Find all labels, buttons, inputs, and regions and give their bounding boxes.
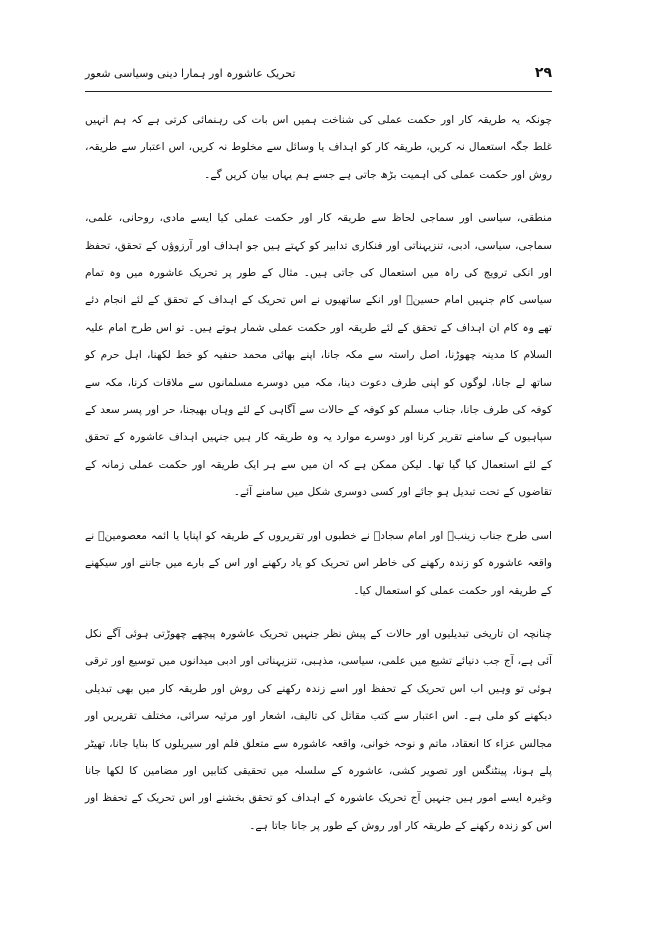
paragraph-2: منطقی، سیاسی اور سماجی لحاظ سے طریقہ کار اور حکمت عملی کیا ایسے مادی، روحانی، علمی، سماجی، سیاسی، ادبی، تنزیہناتی اور فنکاری تدابیر کو کہتے ہیں جو اہداف اور آرزوؤں کے تحقق، تحفظ اور انکی ترویج کی راہ میں استعمال کی جاتی ہیں۔ مثال کے طور پر تحریک عاشورہ میں وہ تمام سیاسی کام جنہیں امام حسینؑ اور انکے ساتھیوں نے اس تحریک کے اہداف کے تحقق کے لئے انجام دئے تھے وہ کام ان اہداف کے تحقق کے لئے طریقہ اور حکمت عملی شمار ہوتے ہیں۔ تو اس طرح امام علیہ السلام کا مدینہ چھوڑنا، اصل راستہ سے مکہ جانا، اپنے بھائی محمد حنفیہ کو خط لکھنا، اہل حرم کو ساتھ لے جانا، لوگوں کو اپنی طرف دعوت دینا، مکہ میں دوسرے مسلمانوں سے ملاقات کرنا، مکہ سے کوفہ کی طرف جانا، جناب مسلم کو کوفہ کے حالات سے آگاہی کے لئے وہاں بھیجنا، حر اور پسر سعد کے سپاہیوں کے سامنے تقریر کرنا اور دوسرے موارد یہ وہ طریقہ کار ہیں جنہیں اہداف عاشورہ کے تحقق کے لئے استعمال کیا گیا تھا۔ لیکن ممکن ہے کہ ان میں سے ہر ایک طریقہ اور حکمت عملی زمانہ کے تقاضوں کے تحت تبدیل ہو جائے اور کسی دوسری شکل میں سامنے آئے۔ xyxy=(85,212,552,499)
page-header xyxy=(85,58,552,88)
header-rule xyxy=(85,91,552,92)
paragraph-3: اسی طرح جناب زینبؑ اور امام سجادؑ نے خطبوں اور تقریروں کے طریقہ کو اپنایا یا ائمہ معصومینؑ نے واقعہ عاشورہ کو زندہ رکھنے کی خاطر اس تحریک کو یاد رکھنے اور اس کے بارے میں جاننے اور سیکھنے کے طریقہ اور حکمت عملی کو استعمال کیا۔ xyxy=(85,529,552,597)
paragraph-4: چنانچہ ان تاریخی تبدیلیوں اور حالات کے پیش نظر جنہیں تحریک عاشورہ پیچھے چھوڑتی ہوئی آگے نکل آئی ہے، آج جب دنیائے تشیع میں علمی، سیاسی، مذہبی، تنزیہناتی اور ادبی میدانوں میں توسیع اور ترقی ہوئی تو وہیں اب اس تحریک کے تحفظ اور اسے زندہ رکھنے کی روش اور طریقہ کار میں بھی تبدیلی دیکھنے کو ملی ہے۔ اس اعتبار سے کتب مقاتل کی تالیف، اشعار اور مرثیہ سرائی، مختلف تقریریں اور مجالس عزاء کا انعقاد، ماتم و نوحہ خوانی، واقعہ عاشورہ سے متعلق فلم اور سیریلوں کا بنایا جانا، تھیٹر پلے ہونا، پینٹنگس اور تصویر کشی، عاشورہ کے سلسلہ میں تحقیقی کتابیں اور مضامین کا لکھا جانا وغیرہ ایسے امور ہیں جنہیں آج تحریک عاشورہ کے اہداف کو تحقق بخشنے اور اس تحریک کے تحفظ اور اس کو زندہ رکھنے کے طریقہ کار اور روش کے طور پر جانا جاتا ہے۔ xyxy=(85,627,552,832)
paragraph-1: چونکہ یہ طریقہ کار اور حکمت عملی کی شناخت ہمیں اس بات کی رہنمائی کرتی ہے کہ ہم انہیں غلط جگہ استعمال نہ کریں، طریقہ کار کو اہداف یا وسائل سے مخلوط نہ کریں، اس اعتبار سے طریقہ، روش اور حکمت عملی کی اہمیت بڑھ جاتی ہے جسے ہم یہاں بیان کریں گے۔ xyxy=(85,114,552,181)
page-number: ۲۹ xyxy=(534,65,552,81)
running-head: تحریک عاشورہ اور ہمارا دینی وسیاسی شعور xyxy=(85,66,296,80)
page-body xyxy=(85,107,552,866)
